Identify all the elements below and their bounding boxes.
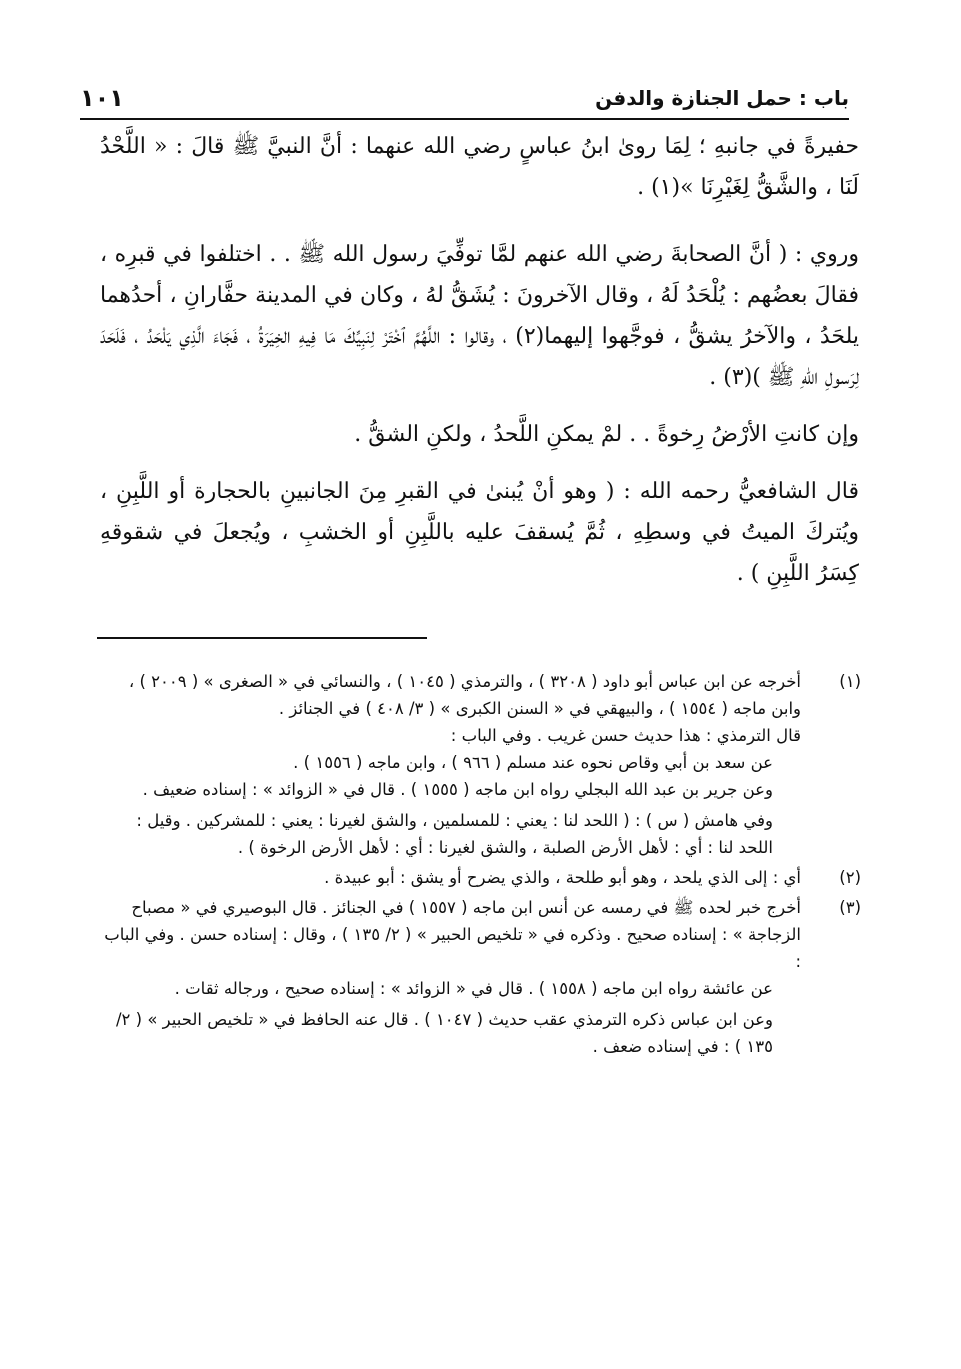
footnote-number: (٢) (839, 868, 861, 887)
footnote-line: وعن ابن عباس ذكره الترمذي عقب حديث ( ١٠٤٧ ) . قال عنه الحافظ في « تلخيص الحبير » ( ٢/ ١٣٥ ) : في إسناده ضعف . (115, 1010, 773, 1056)
footnote-number: (٣) (839, 898, 861, 917)
footnote-number: (١) (839, 672, 861, 691)
footnote-line: عن عائشة رواه ابن ماجه ( ١٥٥٨ ) . قال في « الزوائد » : إسناده صحيح ، ورجاله ثقات . (174, 979, 773, 998)
paragraph-4: قال الشافعيُّ رحمه الله : ( وهو أنْ يُبنىٰ في القبرِ مِنَ الجانبينِ بالحجارة أو اللَّبِنِ ، ويُتركَ الميتُ في وسطِهِ ، ثُمَّ يُسقفَ عليه باللَّبِنِ أو الخشبِ ، ويُجعلَ في شقوقهِ كِسَرُ اللَّبِنِ ) . (100, 479, 859, 586)
footnotes (98, 668, 861, 1063)
main-text (100, 126, 859, 594)
chapter-title: باب : حمل الجنازة والدفن (595, 86, 849, 110)
footnote-line: أخرج خبر لحده ﷺ في رمسه عن أنس ابن ماجه ( ١٥٥٧ ) في الجنائز . قال البوصيري في « مصباح الزجاجة » : إسناده صحيح . وذكره في « تلخيص الحبير » ( ٢/ ١٣٥ ) ، وقال : إسناده حسن . وفي الباب : (104, 898, 801, 971)
paragraph-3: وإن كانتِ الأرْضُ رِخوةً . . لمْ يمكنِ اللَّحدُ ، ولكنِ الشقُّ . (354, 422, 859, 447)
footnote-2 (98, 864, 861, 891)
footnote-divider (97, 637, 427, 639)
running-header (80, 84, 849, 120)
footnote-line: أخرجه عن ابن عباس أبو داود ( ٣٢٠٨ ) ، والترمذي ( ١٠٤٥ ) ، والنسائي في « الصغرى » ( ٢٠٠٩ ) ، وابن ماجه ( ١٥٥٤ ) ، والبيهقي في « السنن الكبرى » ( ٣/ ٤٠٨ ) في الجنائز . (128, 672, 801, 718)
footnote-1 (98, 668, 861, 861)
paragraph-1: حفيرةً في جانبهِ ؛ لِمَا روىٰ ابنُ عباسٍ رضي الله عنهما : أنَّ النبيَّ ﷺ قالَ : « اللَّحْدُ لَنَا ، والشَّقُّ لِغَيْرِنَا »(١) . (100, 134, 859, 200)
page-number: ١٠١ (80, 84, 124, 112)
footnote-line: عن سعد بن أبي وقاص نحوه عند مسلم ( ٩٦٦ ) ، وابن ماجه ( ١٥٥٦ ) . (293, 753, 773, 772)
header-divider (80, 118, 849, 120)
footnote-line: قال الترمذي : هذا حديث حسن غريب . وفي الباب : (450, 726, 801, 745)
footnote-line: وفي هامش ( س ) : ( اللحد لنا : يعني : للمسلمين ، والشق لغيرنا : يعني : للمشركين . وقيل : اللحد لنا : أي : لأهل الأرض الصلبة ، والشق لغيرنا : أي : لأهل الأرض الرخوة ) . (136, 811, 773, 857)
footnote-3 (98, 894, 861, 1060)
footnote-line: أي : إلى الذي يلحد ، وهو أبو طلحة ، والذي يضرح أو يشق : أبو عبيدة . (324, 868, 801, 887)
paragraph-2: وروي : ( أنَّ الصحابةَ رضي الله عنهم لمَّا توفِّيَ رسول الله ﷺ . . اختلفوا في قبرِه ، فقالَ بعضُهم : يُلْحَدُ لَهُ ، وقال الآخرونَ : يُشَقُّ لهُ ، وكان في المدينة حفَّارانِ ، أحدُهما يلحَدُ ، والآخرُ يشقُّ ، فوجَّهوا إليهما(٢) ، وقالوا : اللَّهُمَّ ٱخْتَرْ لِنَبِيِّكَ مَا فِيهِ الخِيَرَةُ ، فَجَاءَ الَّذِي يَلْحَدُ ، فَلَحَدَ لِرَسولِ اللهِ ﷺ )(٣) . (100, 242, 859, 390)
footnote-line: وعن جرير بن عبد الله البجلي رواه ابن ماجه ( ١٥٥٥ ) . قال في « الزوائد » : إسناده ضعيف . (142, 780, 773, 799)
